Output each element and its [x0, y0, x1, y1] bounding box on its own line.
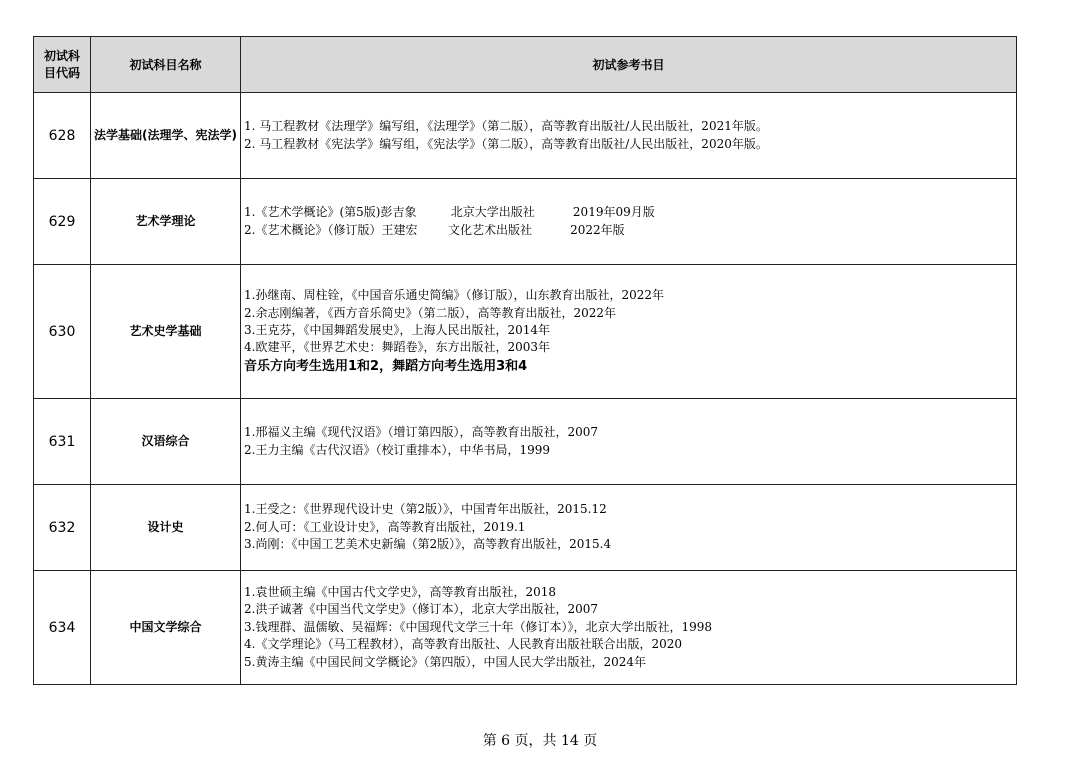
reference-book-item: 1.《艺术学概论》(第5版)彭吉象 北京大学出版社 2019年09月版	[244, 205, 655, 220]
subject-name: 艺术史学基础	[91, 265, 241, 399]
subject-name: 法学基础(法理学、宪法学)	[91, 93, 241, 179]
reference-book-item: 2.何人可：《工业设计史》，高等教育出版社，2019.1	[244, 519, 526, 534]
header-subject-code: 初试科目代码	[34, 37, 91, 93]
reference-book-item: 2.洪子诚著《中国当代文学史》（修订本），北京大学出版社，2007	[244, 602, 598, 617]
page-footer: 第 6 页，共 14 页	[482, 733, 598, 749]
subject-name: 艺术学理论	[91, 179, 241, 265]
reference-book-item: 3.钱理群、温儒敏、吴福辉：《中国现代文学三十年（修订本）》，北京大学出版社，1998	[244, 619, 712, 634]
table-row	[34, 265, 1017, 399]
reference-book-item: 3.尚刚：《中国工艺美术史新编（第2版）》，高等教育出版社，2015.4	[244, 537, 612, 552]
reference-book-item: 2.《艺术概论》（修订版）王建宏 文化艺术出版社 2022年版	[244, 222, 625, 237]
subject-name: 汉语综合	[91, 399, 241, 485]
table-row	[34, 93, 1017, 179]
reference-book-list	[241, 93, 1017, 179]
table-row	[34, 485, 1017, 571]
subject-code: 629	[34, 179, 91, 265]
reference-book-item: 4.《文学理论》（马工程教材），高等教育出版社、人民教育出版社联合出版，2020	[244, 637, 682, 652]
subject-code: 632	[34, 485, 91, 571]
subject-name: 设计史	[91, 485, 241, 571]
header-reference-books: 初试参考书目	[241, 37, 1017, 93]
reference-book-list	[241, 571, 1017, 685]
reference-book-item: 1.孙继南、周柱铨，《中国音乐通史简编》（修订版），山东教育出版社，2022年	[244, 288, 664, 303]
reference-book-list	[241, 265, 1017, 399]
reference-book-item: 1.王受之：《世界现代设计史（第2版）》，中国青年出版社，2015.12	[244, 502, 607, 517]
reference-book-list	[241, 485, 1017, 571]
table-row	[34, 179, 1017, 265]
reference-book-item: 3.王克芬，《中国舞蹈发展史》，上海人民出版社，2014年	[244, 323, 550, 337]
exam-reference-table	[33, 36, 1017, 685]
reference-book-list	[241, 399, 1017, 485]
reference-book-item: 5.黄涛主编《中国民间文学概论》（第四版），中国人民大学出版社，2024年	[244, 654, 646, 669]
reference-book-item: 1. 马工程教材《法理学》编写组，《法理学》（第二版），高等教育出版社/人民出版社，2021年版。	[244, 119, 768, 134]
header-subject-name: 初试科目名称	[91, 37, 241, 93]
reference-book-item: 2.余志刚编著，《西方音乐简史》（第二版），高等教育出版社，2022年	[244, 305, 616, 320]
table-row	[34, 571, 1017, 685]
subject-code: 630	[34, 265, 91, 399]
subject-code: 628	[34, 93, 91, 179]
reference-book-item: 2.王力主编《古代汉语》（校订重排本），中华书局，1999	[244, 442, 550, 457]
subject-name: 中国文学综合	[91, 571, 241, 685]
subject-code: 634	[34, 571, 91, 685]
reference-book-item: 4.欧建平，《世界艺术史：舞蹈卷》，东方出版社，2003年	[244, 340, 550, 355]
reference-book-list	[241, 179, 1017, 265]
subject-code: 631	[34, 399, 91, 485]
table-row	[34, 399, 1017, 485]
selection-note: 音乐方向考生选用1和2，舞蹈方向考生选用3和4	[244, 358, 528, 374]
reference-book-item: 1.袁世硕主编《中国古代文学史》，高等教育出版社，2018	[244, 584, 556, 599]
reference-book-item: 1.邢福义主编《现代汉语》（增订第四版），高等教育出版社，2007	[244, 425, 598, 440]
reference-book-item: 2. 马工程教材《宪法学》编写组，《宪法学》（第二版），高等教育出版社/人民出版社，2020年版。	[244, 136, 768, 151]
table-header-row	[34, 37, 1017, 93]
